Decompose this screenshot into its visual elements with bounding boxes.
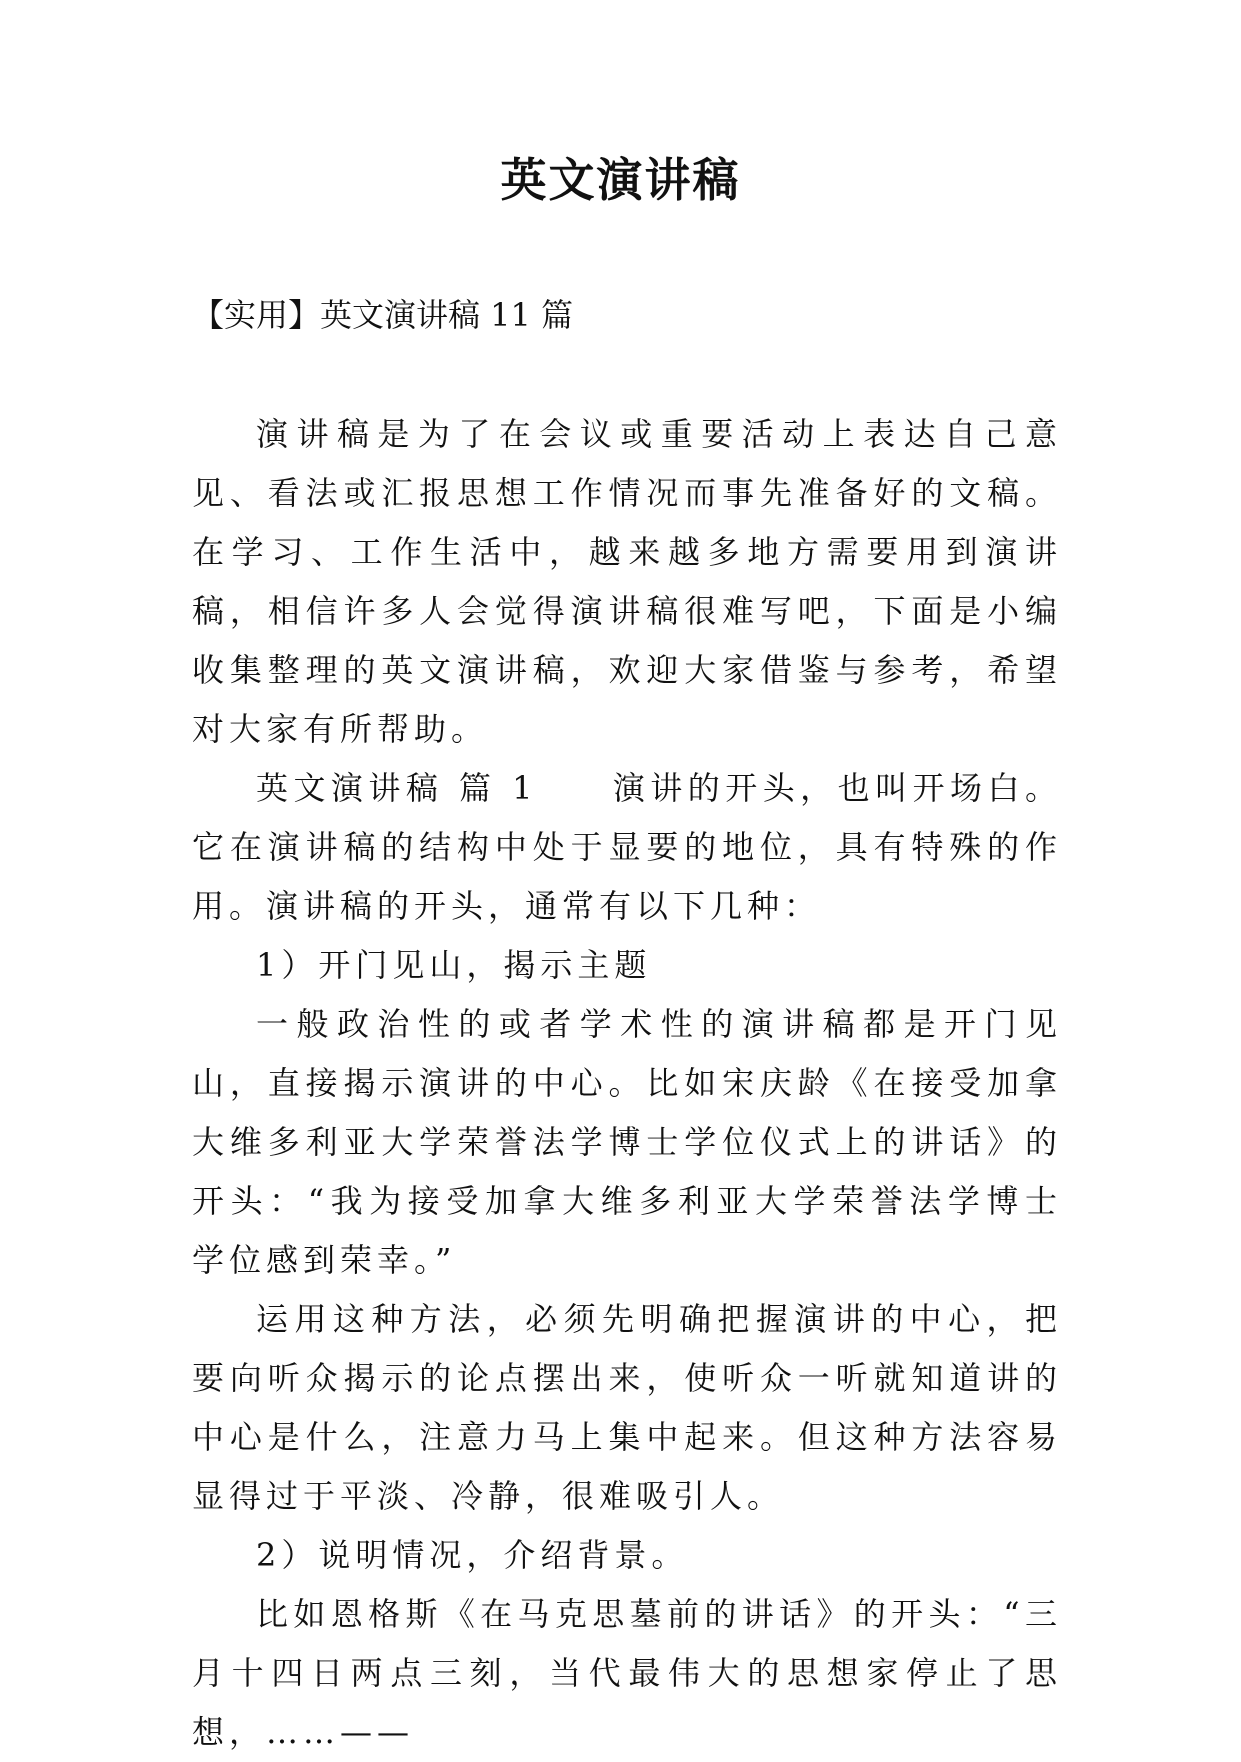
paragraph-method-2-heading: 2）说明情况，介绍背景。 <box>256 1536 689 1574</box>
paragraph-method-1-heading: 1）开门见山，揭示主题 <box>256 946 652 984</box>
document-subtitle: 【实用】英文演讲稿 11 篇 <box>192 296 574 334</box>
paragraph-method-1-example: 一般政治性的或者学术性的演讲稿都是开门见山，直接揭示演讲的中心。比如宋庆龄《在接受加拿大维多利亚大学荣誉法学博士学位仪式上的讲话》的开头：“我为接受加拿大维多利亚大学荣誉法学博士学位感到荣幸。” <box>192 1005 1062 1279</box>
paragraph-method-2-example: 比如恩格斯《在马克思墓前的讲话》的开头：“三月十四日两点三刻，当代最伟大的思想家停止了思想，……—— <box>192 1595 1062 1751</box>
document-title: 英文演讲稿 <box>500 153 741 207</box>
document-body <box>192 405 1062 1762</box>
paragraph-method-1-explanation: 运用这种方法，必须先明确把握演讲的中心，把要向听众揭示的论点摆出来，使听众一听就知道讲的中心是什么，注意力马上集中起来。但这种方法容易显得过于平淡、冷静，很难吸引人。 <box>192 1300 1062 1515</box>
paragraph-speech-1-opening: 英文演讲稿 篇 1 演讲的开头，也叫开场白。它在演讲稿的结构中处于显要的地位，具有特殊的作用。演讲稿的开头，通常有以下几种： <box>192 769 1062 925</box>
paragraph-intro: 演讲稿是为了在会议或重要活动上表达自己意见、看法或汇报思想工作情况而事先准备好的文稿。在学习、工作生活中，越来越多地方需要用到演讲稿，相信许多人会觉得演讲稿很难写吧，下面是小编收集整理的英文演讲稿，欢迎大家借鉴与参考，希望对大家有所帮助。 <box>192 415 1062 748</box>
